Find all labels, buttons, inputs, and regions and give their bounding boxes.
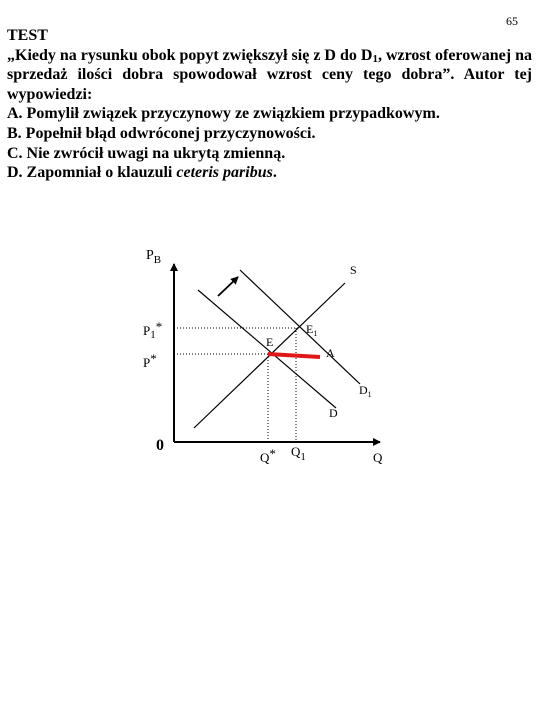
pstar-label: P* [143, 351, 157, 370]
page-number: 65 [506, 14, 518, 28]
question-part-1: „Kiedy na rysunku obok popyt zwiększył się z D do D [7, 46, 373, 64]
shift-arrow [218, 277, 238, 296]
question-subscript: 1 [372, 52, 378, 65]
demand-label: D [329, 406, 338, 420]
y-axis-label: $P_B$ [146, 248, 162, 266]
option-d-prefix: D. Zapomniał o klauzuli [7, 164, 177, 182]
origin-label: 0 [156, 437, 164, 454]
test-title: TEST [7, 27, 48, 44]
demand-curve [198, 290, 336, 408]
option-d-suffix: . [272, 164, 277, 182]
question-part-2: , wzrost oferowanej na sprzedaż ilości dobra spowodował wzrost ceny tego dobra”. Autor tej wypowiedzi: [7, 46, 533, 103]
equilibrium-label: E [266, 335, 274, 349]
option-a: A. Pomylił związek przyczynowy ze związkiem przypadkowym. [7, 105, 440, 123]
option-b: B. Popełnił błąd odwróconej przyczynowości. [7, 124, 316, 142]
x-axis-label: Q [373, 450, 383, 465]
supply-label: S [350, 263, 357, 277]
option-c: C. Nie zwrócił uwagi na ukrytą zmienną. [7, 144, 286, 162]
q1-label: $Q_1$ [291, 444, 306, 463]
demand-shifted-label: $D_1$ [359, 383, 372, 399]
equilibrium-new-label: $E_1$ [306, 322, 318, 338]
point-a-label: A [326, 346, 335, 360]
option-d-emphasis: ceteris paribus [176, 164, 273, 182]
qstar-label: Q* [260, 446, 276, 465]
p1-label: $P_1*$ [143, 319, 163, 341]
